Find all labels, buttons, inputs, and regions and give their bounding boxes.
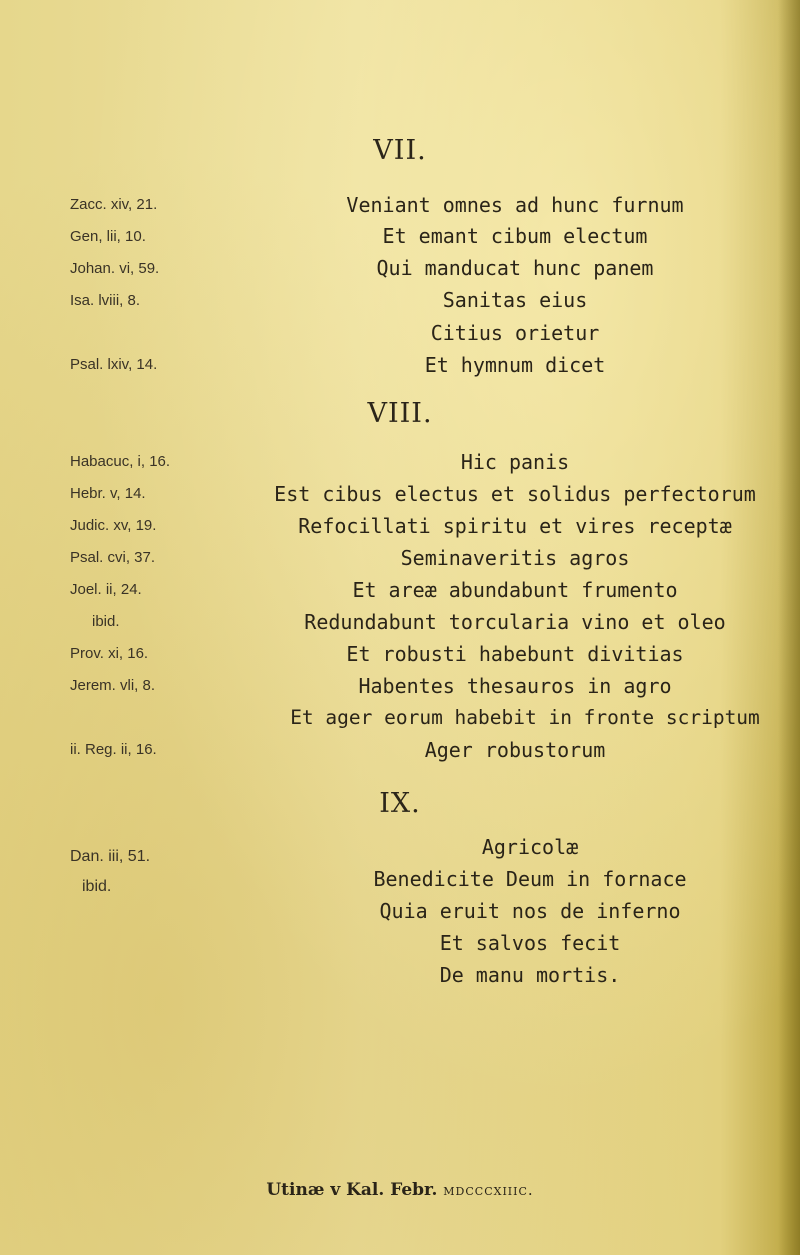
section-heading-vii: VII.: [373, 135, 427, 166]
reference-line: Johan. vi, 59.: [70, 260, 160, 277]
section-heading-viii: VIII.: [367, 398, 433, 429]
imprint-footer: [0, 1180, 800, 1200]
reference-line: Isa. lviii, 8.: [70, 292, 141, 309]
verse-line: Et salvos fecit: [439, 931, 621, 955]
reference-line: Psal. lxiv, 14.: [70, 356, 158, 373]
reference-line: Prov. xi, 16.: [70, 645, 149, 662]
verse-line: Agricolæ: [481, 835, 579, 859]
verse-line: Benedicite Deum in fornace: [373, 867, 687, 891]
verse-line: Et robusti habebunt divitias: [346, 642, 684, 666]
verse-line: Citius orietur: [430, 321, 600, 345]
reference-line: Gen, lii, 10.: [70, 228, 146, 245]
verse-line: Et ager eorum habebit in fronte scriptum: [290, 706, 760, 729]
verse-line: De manu mortis.: [439, 963, 621, 987]
reference-line: Dan. iii, 51.: [70, 848, 151, 865]
verse-line: Est cibus electus et solidus perfectorum: [274, 482, 756, 506]
verse-line: Et emant cibum electum: [382, 224, 648, 248]
verse-line: Qui manducat hunc panem: [376, 256, 654, 280]
reference-line: Jerem. vli, 8.: [70, 677, 156, 694]
reference-line: ibid.: [82, 878, 112, 895]
verse-line: Hic panis: [460, 450, 570, 474]
verse-line: Et hymnum dicet: [424, 353, 606, 377]
section-heading-ix: IX.: [379, 788, 421, 819]
reference-line: Joel. ii, 24.: [70, 581, 142, 598]
imprint-place: Utinæ v Kal. Febr.: [266, 1180, 438, 1200]
verse-line: Veniant omnes ad hunc furnum: [346, 193, 684, 217]
reference-line: Judic. xv, 19.: [70, 517, 157, 534]
reference-line: ii. Reg. ii, 16.: [70, 741, 157, 758]
reference-line: Zacc. xiv, 21.: [70, 196, 158, 213]
imprint-year: mdcccxiiic.: [443, 1181, 534, 1199]
reference-line: Hebr. v, 14.: [70, 485, 146, 502]
verse-line: Refocillati spiritu et vires receptæ: [298, 514, 732, 538]
verse-line: Redundabunt torcularia vino et oleo: [304, 610, 726, 634]
verse-line: Quia eruit nos de inferno: [379, 899, 681, 923]
verse-line: Seminaveritis agros: [400, 546, 630, 570]
reference-line: Psal. cvi, 37.: [70, 549, 156, 566]
verse-line: Et areæ abundabunt frumento: [352, 578, 678, 602]
reference-line: Habacuc, i, 16.: [70, 453, 171, 470]
verse-line: Ager robustorum: [424, 738, 606, 762]
verse-line: Habentes thesauros in agro: [358, 674, 672, 698]
reference-line: ibid.: [92, 613, 120, 630]
verse-line: Sanitas eius: [442, 288, 588, 312]
